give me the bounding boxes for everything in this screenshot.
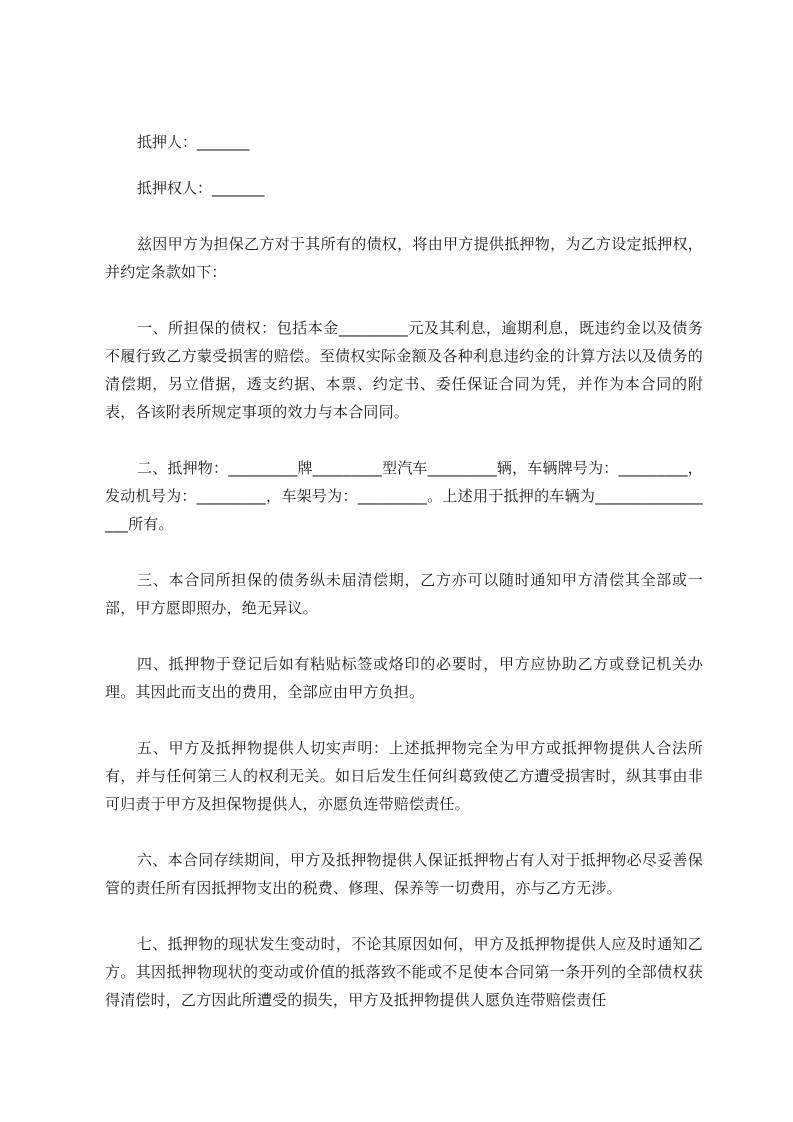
mortgagee-line: 抵押权人：_______: [137, 179, 265, 197]
preamble-paragraph: 兹因甲方为担保乙方对于其所有的债权，将由甲方提供抵押物，为乙方设定抵押权，并约定条款如下：: [105, 235, 703, 281]
clause-4-labeling: 四、抵押物于登记后如有粘贴标签或烙印的必要时，甲方应协助乙方或登记机关办理。其因此而支出的费用，全部应由甲方负担。: [105, 655, 703, 701]
clause-7-status-change: 七、抵押物的现状发生变动时，不论其原因如何，甲方及抵押物提供人应及时通知乙方。其因抵押物现状的变动或价值的抵落致不能或不足使本合同第一条开列的全部债权获得清偿时，乙方因此所遭受的损失，甲方及抵押物提供人愿负连带赔偿责任: [105, 935, 703, 1009]
clause-6-custody: 六、本合同存续期间，甲方及抵押物提供人保证抵押物占有人对于抵押物必尽妥善保管的责任所有因抵押物支出的税费、修理、保养等一切费用，亦与乙方无涉。: [105, 851, 703, 897]
clause-2-collateral: 二、抵押物：_________牌_________型汽车_________辆，车辆牌号为：_________，发动机号为：_________，车架号为：_________。上述用于抵押的车辆为_________________所有。: [105, 459, 704, 533]
clause-3-early-repayment: 三、本合同所担保的债务纵未届清偿期，乙方亦可以随时通知甲方清偿其全部或一部，甲方愿即照办，绝无异议。: [105, 571, 703, 617]
clause-1-secured-debt: 一、所担保的债权：包括本金_________元及其利息，逾期利息，既违约金以及债务不履行致乙方蒙受损害的赔偿。至债权实际金额及各种利息违约金的计算方法以及债务的清偿期，另立借据，透支约据、本票、约定书、委任保证合同为凭，并作为本合同的附表，各该附表所规定事项的效力与本合同同。: [105, 319, 703, 421]
mortgagor-line: 抵押人：_______: [137, 133, 250, 151]
document-body: [105, 128, 703, 1014]
clause-5-declaration: 五、甲方及抵押物提供人切实声明：上述抵押物完全为甲方或抵押物提供人合法所有，并与任何第三人的权利无关。如日后发生任何纠葛致使乙方遭受损害时，纵其事由非可归责于甲方及担保物提供人，亦愿负连带赔偿责任。: [105, 739, 703, 813]
